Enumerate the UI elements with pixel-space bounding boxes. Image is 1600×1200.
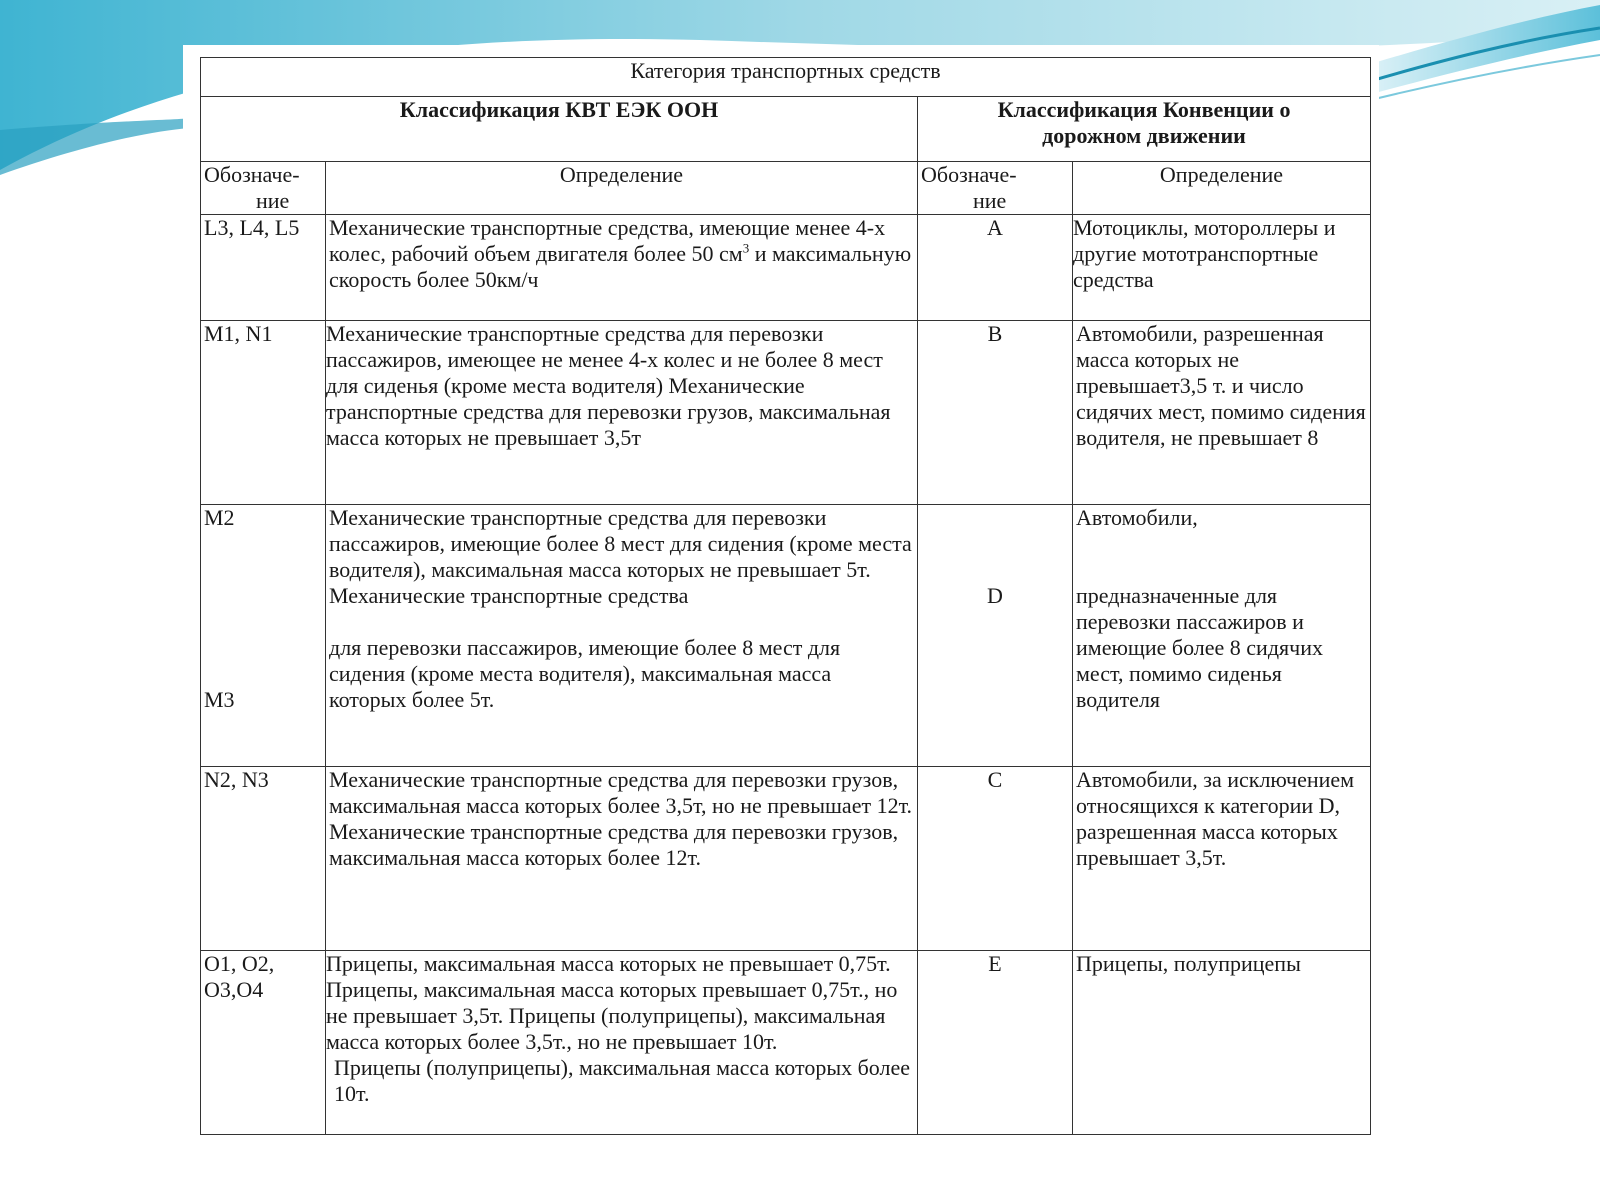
unece-code-cell: M1, N1	[201, 321, 326, 505]
table-row	[201, 767, 1371, 951]
column-header-row	[201, 162, 1371, 215]
convention-definition-cell: Автомобили, разрешенная масса которых не превышает3,5 т. и число сидячих мест, помимо сидения водителя, не превышает 8	[1073, 321, 1371, 505]
group-header-row	[201, 97, 1371, 162]
unece-definition-cell: Механические транспортные средства для перевозки грузов, максимальная масса которых более 3,5т, но не превышает 12т. Механические транспортные средства для перевозки грузов, максимальная масса которых более 12т.	[326, 767, 918, 951]
unece-code-cell: M2 M3	[201, 505, 326, 767]
table-title: Категория транспортных средств	[201, 58, 1371, 97]
convention-definition-cell: Прицепы, полуприцепы	[1073, 951, 1371, 1135]
unece-code-cell: O1, O2, O3,O4	[201, 951, 326, 1135]
unece-code-cell: N2, N3	[201, 767, 326, 951]
convention-code-cell: E	[918, 951, 1073, 1135]
convention-code-cell: D	[918, 505, 1073, 767]
table-row	[201, 505, 1371, 767]
unece-definition-cell: Механические транспортные средства, имеющие менее 4-х колес, рабочий объем двигателя более 50 $см^3$ и максимальную скорость более 50км/ч	[326, 215, 918, 321]
convention-definition-cell: Автомобили, предназначенные для перевозки пассажиров и имеющие более 8 сидячих мест, помимо сиденья водителя	[1073, 505, 1371, 767]
convention-definition-cell: Автомобили, за исключением относящихся к категории D, разрешенная масса которых превышает 3,5т.	[1073, 767, 1371, 951]
group-header-convention: Классификация Конвенции о дорожном движении	[918, 97, 1371, 162]
unece-definition-cell: Механические транспортные средства для перевозки пассажиров, имеющее не менее 4-х колес и не более 8 мест для сиденья (кроме места водителя) Механические транспортные средства для перевозки грузов, максимальная масса которых не превышает 3,5т	[326, 321, 918, 505]
column-header-code-convention: Обозначе- ние	[918, 162, 1073, 215]
unece-definition-cell: Прицепы, максимальная масса которых не превышает 0,75т. Прицепы, максимальная масса которых превышает 0,75т., но не превышает 3,5т. Прицепы (полуприцепы), максимальная масса которых более 3,5т., но не превышает 10т. Прицепы (полуприцепы), максимальная масса которых более 10т.	[326, 951, 918, 1135]
convention-code-cell: B	[918, 321, 1073, 505]
convention-definition-cell: Мотоциклы, мотороллеры и другие мототранспортные средства	[1073, 215, 1371, 321]
column-header-code-unece: Обозначе- ние	[201, 162, 326, 215]
column-header-definition-convention: Определение	[1073, 162, 1371, 215]
unece-code-cell: L3, L4, L5	[201, 215, 326, 321]
convention-code-cell: C	[918, 767, 1073, 951]
table-row	[201, 321, 1371, 505]
table-row	[201, 951, 1371, 1135]
table-title-row	[201, 58, 1371, 97]
table-row	[201, 215, 1371, 321]
group-header-unece: Классификация КВТ ЕЭК ООН	[201, 97, 918, 162]
unece-definition-cell: Механические транспортные средства для перевозки пассажиров, имеющие более 8 мест для сидения (кроме места водителя), максимальная масса которых не превышает 5т. Механические транспортные средства для перевозки пассажиров, имеющие более 8 мест для сидения (кроме места водителя), максимальная масса которых более 5т.	[326, 505, 918, 767]
vehicle-category-table	[200, 57, 1371, 1135]
column-header-definition-unece: Определение	[326, 162, 918, 215]
convention-code-cell: A	[918, 215, 1073, 321]
